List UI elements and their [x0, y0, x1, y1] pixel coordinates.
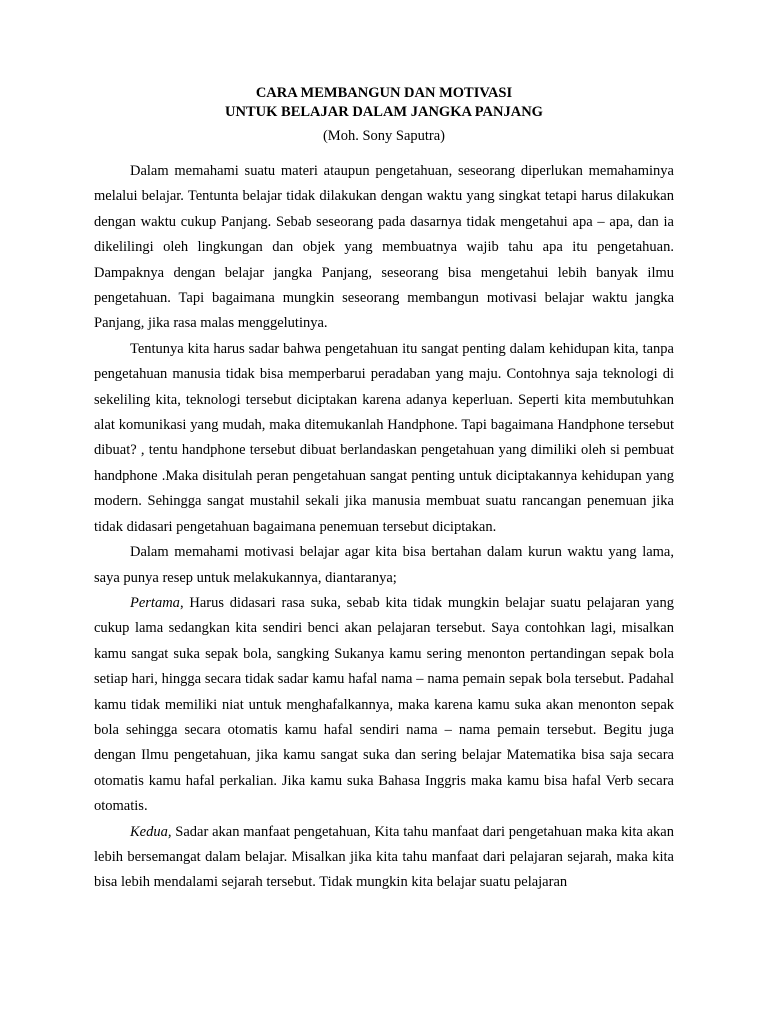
- title-line-1: CARA MEMBANGUN DAN MOTIVASI: [255, 85, 513, 101]
- paragraph-2: [94, 337, 674, 540]
- paragraph-5-text: Sadar akan manfaat pengetahuan, Kita tahu manfaat dari pengetahuan maka kita akan lebih bersemangat dalam belajar. Misalkan jika kita tahu manfaat dari pelajaran sejarah, maka kita bisa lebih mendalami sejarah tersebut. Tidak mungkin kita belajar suatu pelajaran: [94, 823, 674, 891]
- author-line: (Moh. Sony Saputra): [322, 128, 446, 144]
- paragraph-4-text: , Harus didasari rasa suka, sebab kita tidak mungkin belajar suatu pelajaran yang cukup lama sedangkan kita sendiri benci akan pelajaran tersebut. Saya contohkan lagi, misalkan kamu sangat suka sepak bola, sangking Sukanya kamu sering menonton pertandingan sepak bola setiap hari, hingga secara tidak sadar kamu hafal nama – nama pemain sepak bola tersebut. Padahal kamu tidak memiliki niat untuk menghafalkannya, maka karena kamu suka akan menonton sepak bola sehingga secara otomatis kamu hafal sendiri nama – nama pemain tersebut. Begitu juga dengan Ilmu pengetahuan, jika kamu sangat suka dan sering belajar Matematika bisa saja secara otomatis kamu hafal perkalian. Jika kamu suka Bahasa Inggris maka kamu bisa hafal Verb secara otomatis.: [94, 594, 674, 815]
- paragraph-4: [94, 591, 674, 820]
- paragraph-3-text: Dalam memahami motivasi belajar agar kita bisa bertahan dalam kurun waktu yang lama, saya punya resep untuk melakukannya, diantaranya;: [94, 544, 674, 586]
- paragraph-1-text: Dalam memahami suatu materi ataupun pengetahuan, seseorang diperlukan memahaminya melalui belajar. Tentunta belajar tidak dilakukan dengan waktu yang singkat tetapi harus dilakukan dengan waktu cukup Panjang. Sebab seseorang pada dasarnya tidak mengetahui apa – apa, dan ia dikelilingi oleh lingkungan dan objek yang membuatnya wajib tahu apa itu pengetahuan. Dampaknya dengan belajar jangka Panjang, seseorang bisa mengetahui lebih banyak ilmu pengetahuan. Tapi bagaimana mungkin seseorang membangun motivasi belajar waktu jangka Panjang, jika rasa malas menggelutinya.: [94, 163, 674, 332]
- paragraph-4-lead: Pertama: [130, 594, 180, 611]
- paragraph-3: [94, 540, 674, 591]
- paragraph-1: [94, 159, 674, 337]
- paragraph-5-lead: Kedua,: [130, 823, 172, 840]
- paragraph-2-text: Tentunya kita harus sadar bahwa pengetahuan itu sangat penting dalam kehidupan kita, tanpa pengetahuan manusia tidak bisa memperbarui peradaban yang maju. Contohnya saja teknologi di sekeliling kita, teknologi tersebut diciptakan karena adanya keperluan. Seperti kita membutuhkan alat komunikasi yang mudah, maka ditemukanlah Handphone. Tapi bagaimana Handphone tersebut dibuat? , tentu handphone tersebut dibuat berlandaskan pengetahuan yang dimiliki oleh si pembuat handphone .Maka disitulah peran pengetahuan sangat penting untuk diciptakannya kehidupan yang modern. Sehingga sangat mustahil sekali jika manusia membuat suatu rancangan penemuan jika tidak didasari pengetahuan bagaimana penemuan tersebut diciptakan.: [94, 340, 674, 535]
- paragraph-5: [94, 820, 674, 896]
- title-line-2: UNTUK BELAJAR DALAM JANGKA PANJANG: [225, 104, 543, 120]
